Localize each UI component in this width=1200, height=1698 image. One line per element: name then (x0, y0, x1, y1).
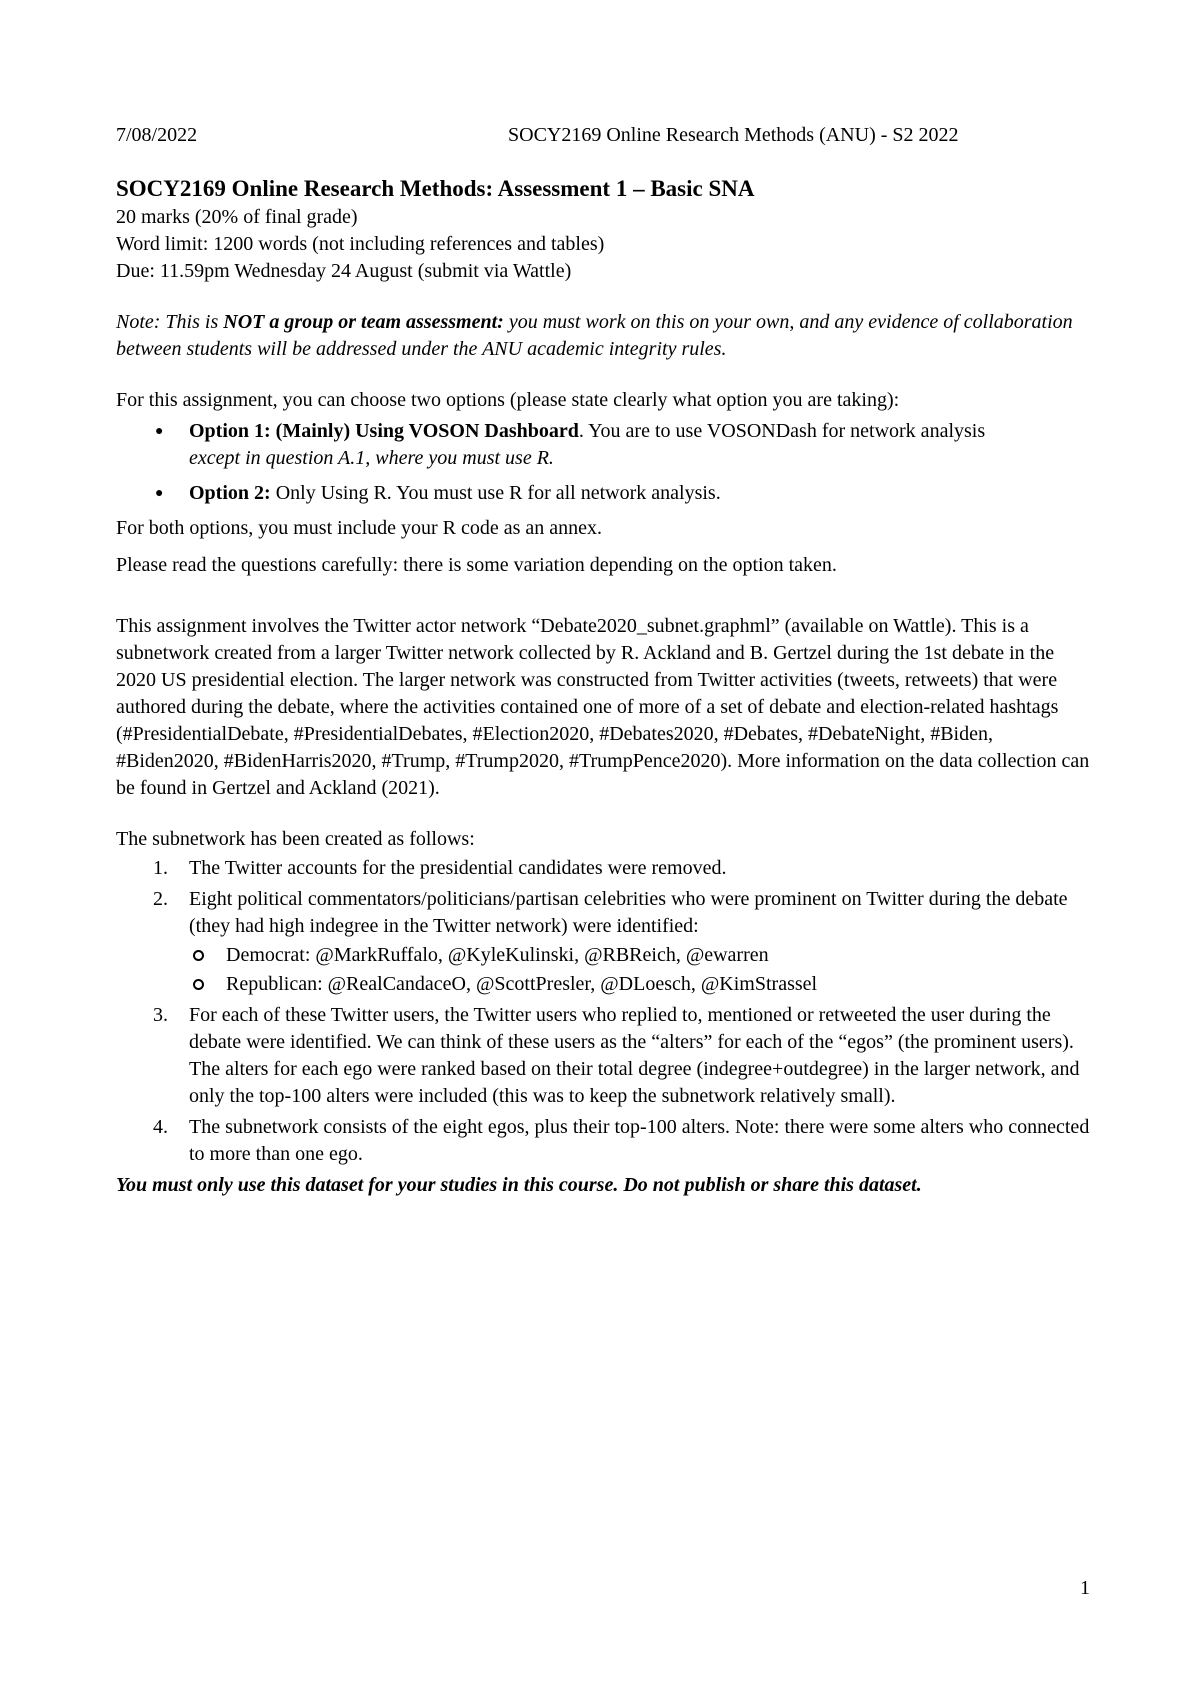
option-label: Option 2: (189, 482, 271, 504)
bullet-icon: ● (155, 486, 164, 501)
read-carefully-line: Please read the questions carefully: there is some variation depending on the option taken. (116, 554, 837, 576)
step-number: 2. (153, 888, 168, 910)
circle-bullet-icon (193, 950, 204, 961)
dataset-usage-warning: You must only use this dataset for your studies in this course. Do not publish or share this dataset. (116, 1174, 922, 1196)
steps-list (116, 855, 1096, 1168)
circle-bullet-icon (193, 979, 204, 990)
party-list (189, 942, 1096, 998)
option-text: . You are to use VOSONDash for network analysis (578, 420, 986, 442)
party-text: Democrat: @MarkRuffalo, @KyleKulinski, @RBReich, @ewarren (226, 944, 769, 966)
step-text: The subnetwork consists of the eight egos, plus their top-100 alters. Note: there were some alters who connected to more than one ego. (189, 1116, 1090, 1165)
party-text: Republican: @RealCandaceO, @ScottPresler, @DLoesch, @KimStrassel (226, 973, 818, 995)
options-list (116, 418, 1096, 507)
step-number: 1. (153, 857, 168, 879)
step-number: 4. (153, 1116, 168, 1138)
note-emphasis: NOT a group or team assessment: (223, 311, 504, 333)
step-item (116, 1114, 1096, 1168)
document-body (116, 174, 1096, 1199)
options-intro: For this assignment, you can choose two options (please state clearly what option you are taking): (116, 389, 900, 411)
step-number: 3. (153, 1004, 168, 1026)
note-rest: you must work on this on your own, and any evidence of collaboration between students will be addressed under the ANU academic integrity rules. (116, 311, 1073, 360)
marks-line: 20 marks (20% of final grade) (116, 206, 358, 228)
integrity-note (116, 309, 1096, 363)
step-item (116, 1002, 1096, 1110)
assessment-title: SOCY2169 Online Research Methods: Assessment 1 – Basic SNA (116, 176, 755, 201)
option-label: Option 1: (Mainly) Using VOSON Dashboard (189, 420, 579, 442)
note-prefix: Note: This is (116, 311, 224, 333)
subnetwork-intro: The subnetwork has been created as follows: (116, 828, 475, 850)
party-item (189, 942, 1096, 969)
step-item (116, 886, 1096, 998)
page-number: 1 (1080, 1577, 1090, 1599)
header-course-title: SOCY2169 Online Research Methods (ANU) - S2 2022 (508, 124, 959, 146)
both-options-line: For both options, you must include your R code as an annex. (116, 517, 603, 539)
step-text: For each of these Twitter users, the Twitter users who replied to, mentioned or retweeted the user during the debate were identified. We can think of these users as the “alters” for each of the “egos” (the prominent users). The alters for each ego were ranked based on their total degree (indegree+outdegree) in the larger network, and only the top-100 alters were included (this was to keep the subnetwork relatively small). (189, 1004, 1080, 1107)
option-subnote: except in question A.1, where you must use R. (189, 447, 554, 469)
word-limit-line: Word limit: 1200 words (not including references and tables) (116, 233, 605, 255)
option-item (116, 480, 1096, 507)
header-date: 7/08/2022 (116, 124, 198, 146)
step-text: The Twitter accounts for the presidential candidates were removed. (189, 857, 727, 879)
due-line: Due: 11.59pm Wednesday 24 August (submit via Wattle) (116, 260, 572, 282)
dataset-paragraph: This assignment involves the Twitter actor network “Debate2020_subnet.graphml” (available on Wattle). This is a subnetwork created from a larger Twitter network collected by R. Ackland and B. Gertzel during the 1st debate in the 2020 US presidential election. The larger network was constructed from Twitter activities (tweets, retweets) that were authored during the debate, where the activities contained one of more of a set of debate and election-related hashtags (#PresidentialDebate, #PresidentialDebates, #Election2020, #Debates2020, #Debates, #DebateNight, #Biden, #Biden2020, #BidenHarris2020, #Trump, #Trump2020, #TrumpPence2020). More information on the data collection can be found in Gertzel and Ackland (2021). (116, 615, 1090, 799)
option-item (116, 418, 1096, 472)
step-text: Eight political commentators/politicians/partisan celebrities who were prominent on Twitter during the debate (they had high indegree in the Twitter network) were identified: (189, 888, 1068, 937)
party-item (189, 971, 1096, 998)
option-text: Only Using R. You must use R for all network analysis. (270, 482, 721, 504)
bullet-icon: ● (155, 424, 164, 439)
step-item (116, 855, 1096, 882)
